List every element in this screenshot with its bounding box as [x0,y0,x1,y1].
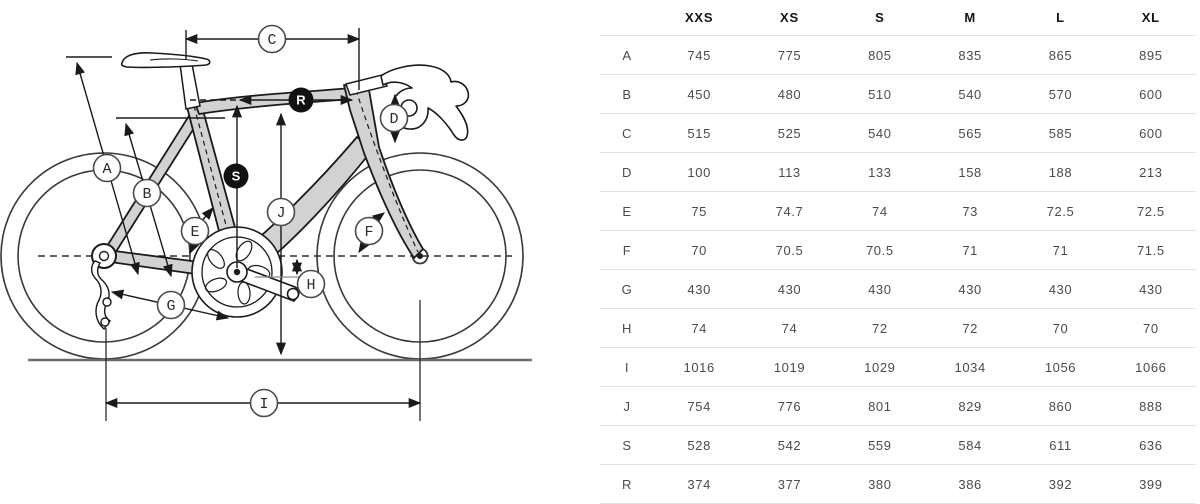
size-value-cell: 540 [835,114,925,153]
size-value-cell: 70 [654,231,744,270]
size-value-cell: 895 [1106,36,1196,75]
size-column-header: XL [1141,10,1160,25]
size-value-cell: 72.5 [1106,192,1196,231]
size-value-cell: 113 [744,153,834,192]
table-row [600,309,1196,348]
size-value-cell: 158 [925,153,1015,192]
size-value-cell: 565 [925,114,1015,153]
svg-text:C: C [267,32,277,49]
dim-label-b [134,180,161,207]
row-label: G [600,270,654,309]
size-value-cell: 399 [1106,465,1196,504]
size-value-cell: 611 [1015,426,1105,465]
table-row [600,426,1196,465]
size-value-cell: 450 [654,75,744,114]
size-value-cell: 71.5 [1106,231,1196,270]
size-value-cell: 430 [1015,270,1105,309]
top-tube [195,88,355,114]
size-value-cell: 377 [744,465,834,504]
row-label: E [600,192,654,231]
table-row [600,348,1196,387]
size-value-cell: 805 [835,36,925,75]
size-value-cell: 801 [835,387,925,426]
dim-label-d [381,105,408,132]
corner-cell [600,0,654,36]
size-value-cell: 865 [1015,36,1105,75]
size-value-cell: 585 [1015,114,1105,153]
size-value-cell: 430 [744,270,834,309]
svg-text:D: D [389,111,399,128]
row-label: B [600,75,654,114]
size-value-cell: 71 [1015,231,1105,270]
size-value-cell: 75 [654,192,744,231]
dim-label-g [158,292,185,319]
seatpost [180,64,200,109]
size-value-cell: 430 [835,270,925,309]
size-value-cell: 74.7 [744,192,834,231]
svg-text:B: B [142,186,152,203]
size-value-cell: 515 [654,114,744,153]
table-row [600,36,1196,75]
size-value-cell: 1029 [835,348,925,387]
size-value-cell: 528 [654,426,744,465]
size-value-cell: 430 [925,270,1015,309]
size-value-cell: 386 [925,465,1015,504]
row-label: I [600,348,654,387]
row-label: S [600,426,654,465]
size-value-cell: 480 [744,75,834,114]
size-value-cell: 745 [654,36,744,75]
bike-geometry-diagram [0,0,580,473]
size-value-cell: 374 [654,465,744,504]
size-value-cell: 570 [1015,75,1105,114]
size-value-cell: 860 [1015,387,1105,426]
size-value-cell: 380 [835,465,925,504]
svg-text:I: I [259,396,269,413]
dim-label-a [94,155,121,182]
size-value-cell: 510 [835,75,925,114]
size-value-cell: 100 [654,153,744,192]
table-row [600,114,1196,153]
svg-text:G: G [166,298,176,315]
table-row [600,231,1196,270]
size-value-cell: 72.5 [1015,192,1105,231]
size-column-header: S [875,10,885,25]
size-value-cell: 72 [835,309,925,348]
table-header [600,0,1196,36]
dim-label-e [182,218,209,245]
size-value-cell: 430 [654,270,744,309]
diagram-area [0,0,580,473]
size-value-cell: 70 [1015,309,1105,348]
size-value-cell: 73 [925,192,1015,231]
size-value-cell: 1016 [654,348,744,387]
row-label: J [600,387,654,426]
size-value-cell: 754 [654,387,744,426]
size-value-cell: 70.5 [744,231,834,270]
table-row [600,270,1196,309]
geometry-table [600,0,1196,504]
row-label: C [600,114,654,153]
size-value-cell: 72 [925,309,1015,348]
svg-text:A: A [102,161,112,178]
geometry-table-area [600,0,1196,492]
table-row [600,153,1196,192]
size-value-cell: 559 [835,426,925,465]
table-row [600,192,1196,231]
size-value-cell: 74 [835,192,925,231]
dim-label-j [268,199,295,226]
svg-text:H: H [306,277,316,294]
size-value-cell: 70 [1106,309,1196,348]
size-value-cell: 636 [1106,426,1196,465]
size-value-cell: 775 [744,36,834,75]
size-value-cell: 888 [1106,387,1196,426]
size-value-cell: 188 [1015,153,1105,192]
dim-label-f [356,218,383,245]
size-value-cell: 1019 [744,348,834,387]
size-value-cell: 133 [835,153,925,192]
pedal [288,289,299,300]
size-value-cell: 1034 [925,348,1015,387]
size-column-header: M [964,10,976,25]
size-value-cell: 829 [925,387,1015,426]
dim-label-c [259,26,286,53]
size-value-cell: 70.5 [835,231,925,270]
svg-text:S: S [231,168,241,184]
size-value-cell: 584 [925,426,1015,465]
dim-label-r [289,88,314,113]
dim-label-i [251,390,278,417]
size-value-cell: 835 [925,36,1015,75]
size-value-cell: 600 [1106,114,1196,153]
table-row [600,387,1196,426]
size-value-cell: 71 [925,231,1015,270]
row-label: D [600,153,654,192]
dim-label-h [298,271,325,298]
row-label: H [600,309,654,348]
row-label: F [600,231,654,270]
row-label: A [600,36,654,75]
size-value-cell: 392 [1015,465,1105,504]
svg-text:E: E [190,224,200,241]
size-column-header: L [1056,10,1065,25]
size-value-cell: 1066 [1106,348,1196,387]
saddle [122,53,210,68]
table-row [600,75,1196,114]
table-row [600,465,1196,504]
size-value-cell: 600 [1106,75,1196,114]
size-value-cell: 542 [744,426,834,465]
size-column-header: XS [780,10,799,25]
size-value-cell: 74 [744,309,834,348]
size-value-cell: 74 [654,309,744,348]
size-value-cell: 1056 [1015,348,1105,387]
size-column-header: XXS [684,10,714,25]
size-value-cell: 213 [1106,153,1196,192]
dim-label-s [224,164,249,189]
svg-text:J: J [276,205,286,222]
size-value-cell: 776 [744,387,834,426]
svg-text:F: F [364,224,374,241]
size-value-cell: 430 [1106,270,1196,309]
row-label: R [600,465,654,504]
size-value-cell: 540 [925,75,1015,114]
svg-text:R: R [296,92,306,108]
size-value-cell: 525 [744,114,834,153]
